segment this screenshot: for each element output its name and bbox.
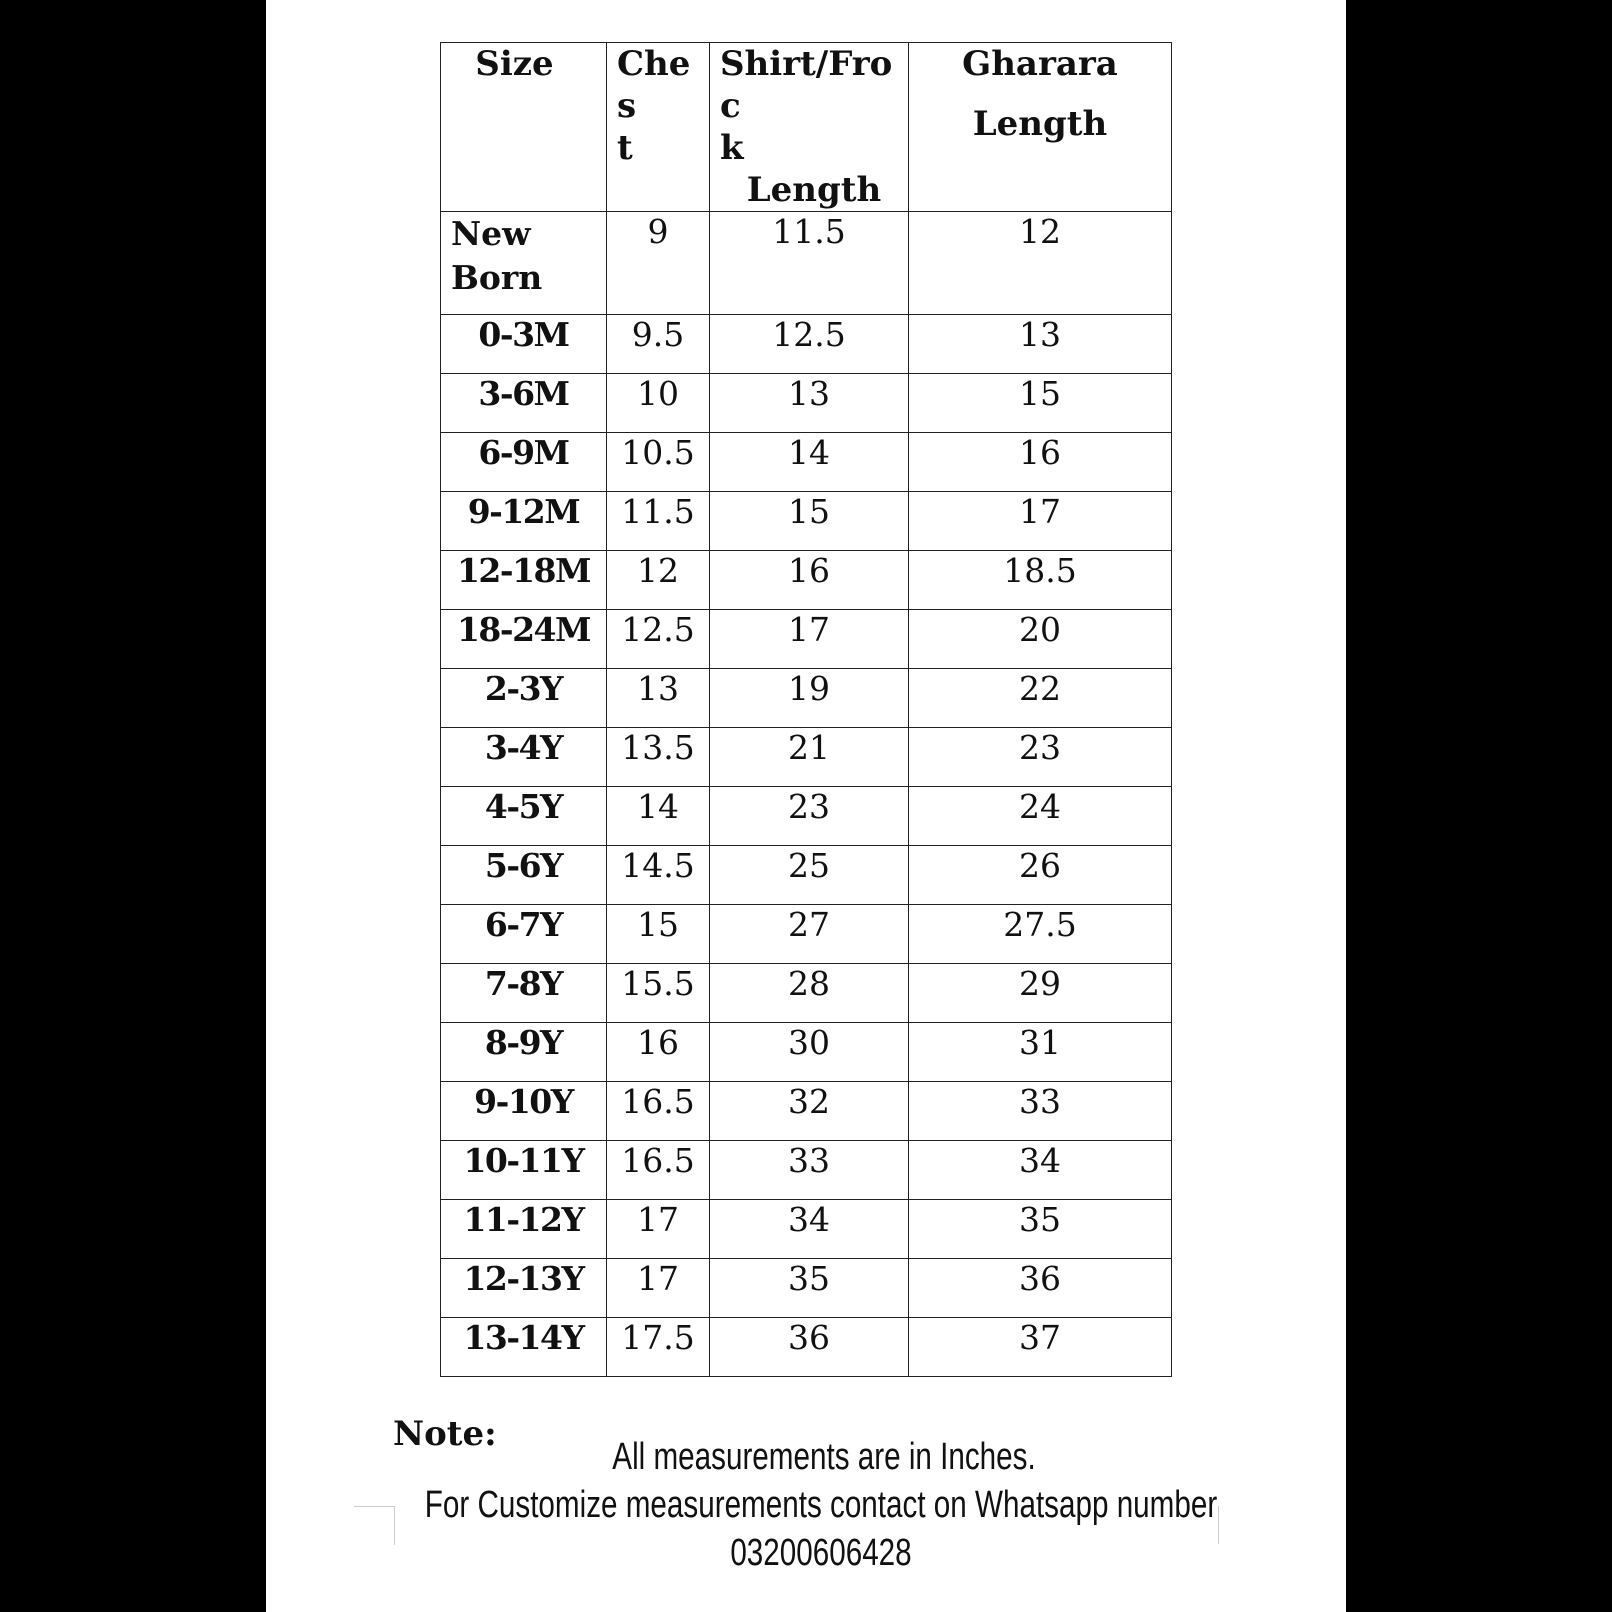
shirt-length-cell: 27 <box>710 905 909 964</box>
chest-cell: 9 <box>607 212 710 315</box>
header-gharara-line1: Gharara <box>962 44 1118 84</box>
gharara-length-cell: 33 <box>909 1082 1172 1141</box>
shirt-length-cell: 33 <box>710 1141 909 1200</box>
table-row <box>441 492 1172 551</box>
gharara-length-cell: 18.5 <box>909 551 1172 610</box>
chest-cell: 9.5 <box>607 315 710 374</box>
size-line2: Born <box>451 258 543 297</box>
table-row <box>441 1023 1172 1082</box>
note-contact-text: For Customize measurements contact on Whatsapp number <box>424 1484 1218 1526</box>
size-cell: 4-5Y <box>441 787 607 846</box>
gharara-length-cell: 24 <box>909 787 1172 846</box>
shirt-length-cell: 28 <box>710 964 909 1023</box>
table-row <box>441 787 1172 846</box>
shirt-length-cell: 21 <box>710 728 909 787</box>
size-cell: 12-18M <box>441 551 607 610</box>
table-row <box>441 315 1172 374</box>
table-row <box>441 1200 1172 1259</box>
chest-cell: 16 <box>607 1023 710 1082</box>
chest-cell: 17.5 <box>607 1318 710 1377</box>
gharara-length-cell: 31 <box>909 1023 1172 1082</box>
chest-cell: 14.5 <box>607 846 710 905</box>
header-shirt-line1: Shirt/Froc <box>720 44 893 126</box>
shirt-length-cell: 13 <box>710 374 909 433</box>
shirt-length-cell: 36 <box>710 1318 909 1377</box>
header-shirt-line2: k <box>720 128 744 168</box>
size-cell: 18-24M <box>441 610 607 669</box>
chest-cell: 10.5 <box>607 433 710 492</box>
note-units-text: All measurements are in Inches. <box>612 1436 1036 1478</box>
shirt-length-cell: 34 <box>710 1200 909 1259</box>
table-row <box>441 728 1172 787</box>
table-row <box>441 433 1172 492</box>
table-row <box>441 1141 1172 1200</box>
table-row <box>441 846 1172 905</box>
table-row <box>441 1259 1172 1318</box>
size-cell: 10-11Y <box>441 1141 607 1200</box>
size-cell: 6-9M <box>441 433 607 492</box>
size-chart-page <box>266 0 1346 1612</box>
chest-cell: 17 <box>607 1200 710 1259</box>
gharara-length-cell: 27.5 <box>909 905 1172 964</box>
table-row-newborn <box>441 212 1172 315</box>
chest-cell: 17 <box>607 1259 710 1318</box>
header-chest-line1: Ches <box>617 44 691 126</box>
gharara-length-cell: 34 <box>909 1141 1172 1200</box>
note-phone-number: 03200606428 <box>730 1532 912 1574</box>
chest-cell: 15.5 <box>607 964 710 1023</box>
chest-cell: 13.5 <box>607 728 710 787</box>
gharara-length-cell: 12 <box>909 212 1172 315</box>
shirt-length-cell: 14 <box>710 433 909 492</box>
chest-cell: 12 <box>607 551 710 610</box>
crop-mark <box>354 1506 395 1545</box>
shirt-length-cell: 12.5 <box>710 315 909 374</box>
table-row <box>441 374 1172 433</box>
note-label: Note: <box>393 1414 497 1454</box>
size-cell: 2-3Y <box>441 669 607 728</box>
size-cell: 0-3M <box>441 315 607 374</box>
size-cell: 13-14Y <box>441 1318 607 1377</box>
gharara-length-cell: 17 <box>909 492 1172 551</box>
shirt-length-cell: 30 <box>710 1023 909 1082</box>
gharara-length-cell: 22 <box>909 669 1172 728</box>
gharara-length-cell: 26 <box>909 846 1172 905</box>
table-row <box>441 1082 1172 1141</box>
header-shirt-length <box>710 43 909 212</box>
size-cell: 6-7Y <box>441 905 607 964</box>
chest-cell: 15 <box>607 905 710 964</box>
shirt-length-cell: 11.5 <box>710 212 909 315</box>
chest-cell: 14 <box>607 787 710 846</box>
header-chest-line2: t <box>617 128 633 168</box>
gharara-length-cell: 16 <box>909 433 1172 492</box>
shirt-length-cell: 16 <box>710 551 909 610</box>
shirt-length-cell: 25 <box>710 846 909 905</box>
gharara-length-cell: 37 <box>909 1318 1172 1377</box>
size-cell: 12-13Y <box>441 1259 607 1318</box>
shirt-length-cell: 19 <box>710 669 909 728</box>
table-row <box>441 1318 1172 1377</box>
header-size-label: Size <box>475 44 554 84</box>
size-cell: 8-9Y <box>441 1023 607 1082</box>
chest-cell: 12.5 <box>607 610 710 669</box>
gharara-length-cell: 29 <box>909 964 1172 1023</box>
crop-mark <box>1218 1506 1220 1544</box>
gharara-length-cell: 20 <box>909 610 1172 669</box>
header-row <box>441 43 1172 212</box>
size-cell: 9-12M <box>441 492 607 551</box>
table-row <box>441 551 1172 610</box>
gharara-length-cell: 15 <box>909 374 1172 433</box>
size-line1: New <box>451 214 531 253</box>
gharara-length-cell: 36 <box>909 1259 1172 1318</box>
header-gharara-line2: Length <box>972 104 1108 144</box>
gharara-length-cell: 35 <box>909 1200 1172 1259</box>
shirt-length-cell: 32 <box>710 1082 909 1141</box>
header-size <box>441 43 607 212</box>
table-row <box>441 610 1172 669</box>
shirt-length-cell: 15 <box>710 492 909 551</box>
shirt-length-cell: 23 <box>710 787 909 846</box>
chest-cell: 10 <box>607 374 710 433</box>
header-shirt-line3: Length <box>746 170 882 210</box>
table-row <box>441 964 1172 1023</box>
size-cell <box>441 212 607 315</box>
gharara-length-cell: 13 <box>909 315 1172 374</box>
size-cell: 3-4Y <box>441 728 607 787</box>
size-cell: 5-6Y <box>441 846 607 905</box>
size-cell: 7-8Y <box>441 964 607 1023</box>
table-row <box>441 905 1172 964</box>
size-cell: 3-6M <box>441 374 607 433</box>
header-gharara-length <box>909 43 1172 212</box>
table-row <box>441 669 1172 728</box>
size-cell: 9-10Y <box>441 1082 607 1141</box>
shirt-length-cell: 35 <box>710 1259 909 1318</box>
chest-cell: 13 <box>607 669 710 728</box>
chest-cell: 16.5 <box>607 1082 710 1141</box>
chest-cell: 16.5 <box>607 1141 710 1200</box>
size-cell: 11-12Y <box>441 1200 607 1259</box>
chest-cell: 11.5 <box>607 492 710 551</box>
shirt-length-cell: 17 <box>710 610 909 669</box>
header-chest <box>607 43 710 212</box>
size-chart-table <box>440 42 1172 1377</box>
gharara-length-cell: 23 <box>909 728 1172 787</box>
